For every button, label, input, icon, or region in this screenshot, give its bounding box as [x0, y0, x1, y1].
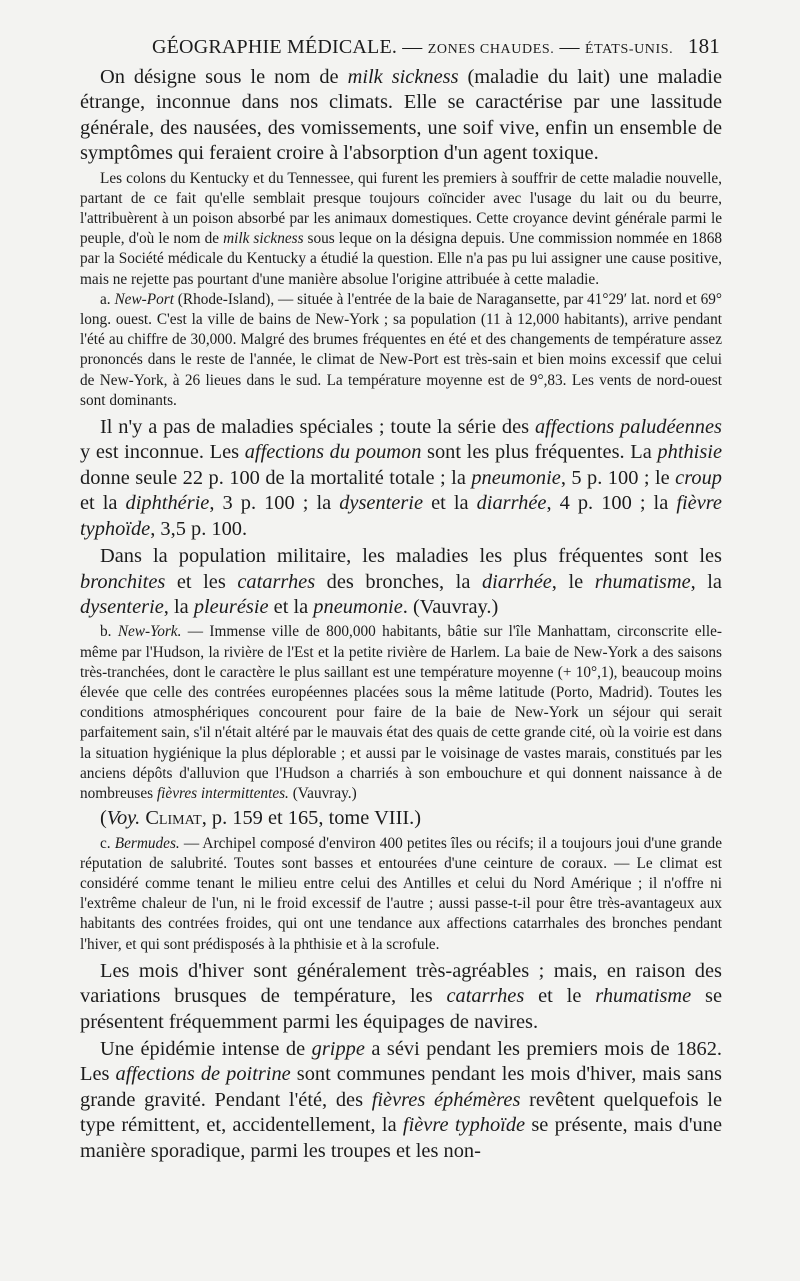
paragraph-new-port-diseases: Il n'y a pas de maladies spéciales ; toute la série des affections paludéennes y est inconnue. Les affections du poumon sont les plus fréquentes. La phthisie donne seule 22 p. 100 de la mortalité totale ; la pneumonie, 5 p. 100 ; le croup et la diphthérie, 3 p. 100 ; la dysenterie et la diarrhée, 4 p. 100 ; la fièvre typhoïde, 3,5 p. 100. [80, 416, 722, 540]
page-number: 181 [687, 34, 720, 58]
paragraph-winter-months: Les mois d'hiver sont généralement très-agréables ; mais, en raison des variations brusques de température, les catarrhes et le rhumatisme se présentent fréquemment parmi les équipages de navires. [80, 959, 722, 1033]
note-kentucky: Les colons du Kentucky et du Tennessee, qui furent les premiers à souffrir de cette maladie nouvelle, partant de ce fait qu'elle semblait presque toujours coïncider avec l'usage du lait ou du beurre, l'attribuèrent à un poison absorbé par les animaux domestiques. Cette croyance devint générale parmi le peuple, d'où le nom de milk sickness sous leque on la désigna depuis. Une commission nommée en 1868 par la Société médicale du Kentucky a étudié la question. Elle n'a pas pu lui assigner une cause positive, mais ne rejette pas pourtant d'une manière absolue l'origine attribuée à cette maladie. [80, 169, 722, 288]
paragraph-milk-sickness: On désigne sous le nom de milk sickness (maladie du lait) une maladie étrange, inconnue dans nos climats. Elle se caractérise par une lassitude générale, des nausées, des vomissements, une soif vive, enfin un ensemble de symptômes qui feraient croire à l'absorption d'un agent toxique. [80, 66, 722, 165]
note-new-port: a. New-Port (Rhode-Island), — située à l'entrée de la baie de Naragansette, par 41°29′ lat. nord et 69° long. ouest. C'est la ville de bains de New-York ; sa population (11 à 12,000 habitants), arrive pendant l'été au chiffre de 30,000. Malgré des brumes fréquentes en été et des changements de température assez prononcés dans le reste de l'année, le climat de New-Port est très-sain et bien moins excessif que celui de New-York, à 26 lieues dans le sud. La température moyenne est de 9°,83. Les vents de nord-ouest sont dominants. [80, 290, 722, 409]
paragraph-military-population: Dans la population militaire, les maladies les plus fréquentes sont les bronchites et les catarrhes des bronches, la diarrhée, le rhumatisme, la dysenterie, la pleurésie et la pneumonie. (Vauvray.) [80, 545, 722, 618]
cross-reference: (Voy. Climat, p. 159 et 165, tome VIII.) [100, 807, 422, 830]
note-bermudes: c. Bermudes. — Archipel composé d'environ 400 petites îles ou récifs; il a toujours joui d'une grande réputation de salubrité. Toutes sont basses et entourées d'une ceinture de coraux. — Le climat est considéré comme tenant le milieu entre celui des Antilles et celui du Nord Amérique ; il n'offre ni l'extrême chaleur de l'un, ni le froid excessif de l'autre ; aussi passe-t-il pour être très-avantageux aux habitants des contrées froides, qui ont une tendance aux affections catarrhales des bronches pendant l'hiver, et qui sont prédisposés à la phthisie et à la scrofule. [80, 834, 722, 953]
running-title: GÉOGRAPHIE MÉDICALE. — ZONES CHAUDES. — ÉTATS-UNIS. [152, 36, 674, 58]
running-header [152, 34, 722, 59]
note-new-york: b. New-York. — Immense ville de 800,000 habitants, bâtie sur l'île Manhattam, circonscrite elle-même par l'Hudson, la rivière de l'Est et la petite rivière de Harlem. La baie de New-York a des saisons très-tranchées, dont le caractère le plus saillant est une température moyenne (+ 10°,1), beaucoup moins élevée que celle des contrées européennes placées sous la même latitude (Porto, Madrid). Toutes les conditions atmosphériques concourent pour faire de la baie de New-York un séjour qui serait parfaitement sain, s'il n'était altéré par le mauvais état des quais de cette grande cité, où la voirie est dans la situation hygiénique la plus déplorable ; et aussi par le voisinage de vastes marais, constitués par les anciens dépôts d'alluvion que l'Hudson a charriés à son embouchure et qui donnent naissance à de nombreuses fièvres intermittentes. (Vauvray.) [80, 623, 722, 802]
paragraph-grippe-epidemic: Une épidémie intense de grippe a sévi pendant les premiers mois de 1862. Les affections de poitrine sont communes pendant les mois d'hiver, mais sans grande gravité. Pendant l'été, des fièvres éphémères revêtent quelquefois le type rémittent, et, accidentellement, la fièvre typhoïde se présente, mais d'une manière sporadique, parmi les troupes et les non- [80, 1037, 722, 1162]
